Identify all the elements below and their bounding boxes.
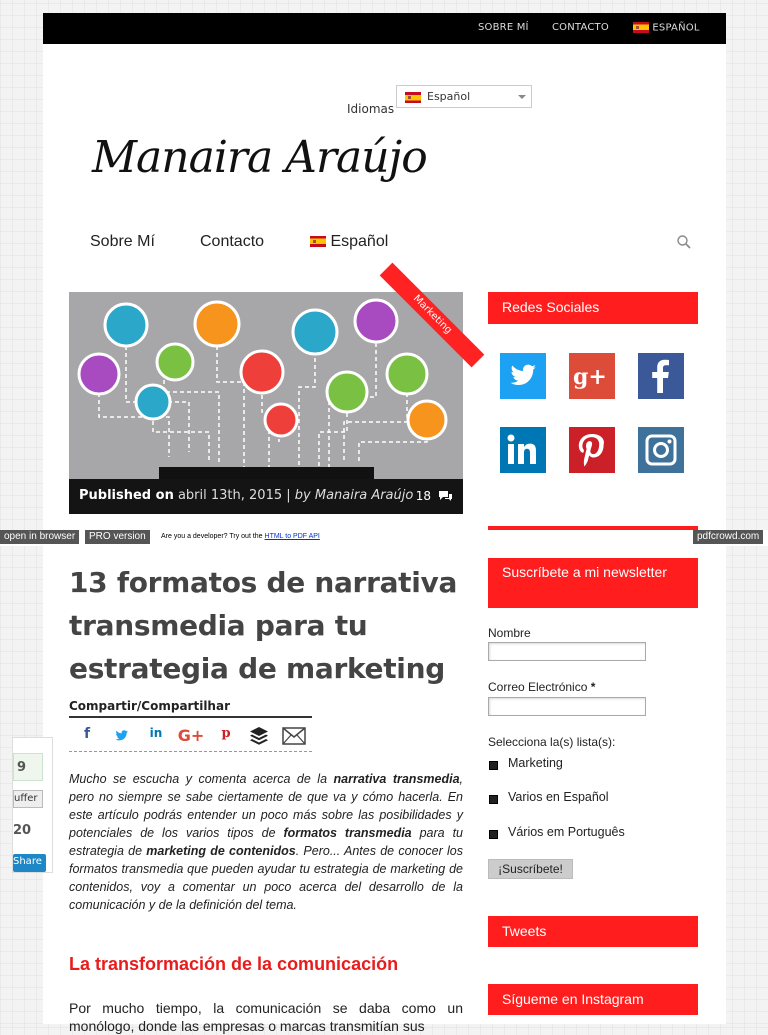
search-icon[interactable] (677, 235, 691, 249)
checkbox-marketing[interactable] (489, 761, 498, 770)
list-label-varios-espanol: Varios en Español (508, 790, 609, 804)
name-field[interactable] (488, 642, 646, 661)
spain-flag-icon (633, 22, 649, 33)
checkbox-varios-portugues[interactable] (489, 830, 498, 839)
widget-title-instagram: Sígueme en Instagram (488, 984, 698, 1015)
pro-version-button[interactable]: PRO version (85, 530, 150, 544)
email-field[interactable] (488, 697, 646, 716)
share-email-icon[interactable] (282, 726, 306, 746)
comment-count[interactable]: 18 (415, 489, 431, 503)
top-bar (43, 13, 726, 44)
published-label: Published on (79, 488, 174, 503)
post-title: 13 formatos de narrativa transmedia para tu estrategia de marketing (69, 566, 458, 685)
widget-title-social: Redes Sociales (488, 292, 698, 324)
site-title[interactable]: Manaira Araújo (92, 132, 427, 183)
pdfcrowd-note-text: Are you a developer? Try out the (161, 533, 263, 540)
emphasized-term: formatos transmedia (283, 826, 412, 840)
pdfcrowd-brand[interactable]: pdfcrowd.com (693, 530, 763, 544)
html-to-pdf-link[interactable]: HTML to PDF API (264, 533, 320, 540)
floating-share-box (12, 737, 53, 873)
email-label (488, 680, 595, 694)
facebook-icon[interactable] (638, 353, 684, 399)
subscribe-button[interactable]: ¡Suscríbete! (488, 859, 573, 879)
share-facebook-icon[interactable]: f (83, 726, 91, 742)
category-label: Marketing (380, 263, 485, 368)
open-in-browser-button[interactable]: open in browser (0, 530, 79, 544)
post-intro-paragraph (69, 770, 463, 914)
language-label: Idiomas (347, 102, 395, 116)
category-ribbon[interactable] (397, 292, 463, 358)
post-paragraph-2: Por mucho tiempo, la comunicación se daba como un monólogo, donde las empresas o marcas transmitían sus (69, 1000, 463, 1034)
share-google-plus-icon[interactable]: G+ (177, 726, 205, 745)
email-label-text: Correo Electrónico (488, 680, 588, 694)
language-selected: Español (427, 90, 471, 103)
instagram-icon[interactable] (638, 427, 684, 473)
checkbox-varios-espanol[interactable] (489, 795, 498, 804)
topbar-link-contacto[interactable]: CONTACTO (552, 22, 609, 33)
nav-item-espanol[interactable] (310, 233, 388, 251)
body-text: , pero no siempre se sabe ciertamente de que va y cómo hacerla. En este artículo podrás entender un poco más sobre las posibilidades y potenciales de los varios tipos de (69, 772, 464, 840)
topbar-link-sobre-mi[interactable]: SOBRE MÍ (478, 22, 529, 33)
share-twitter-icon[interactable] (114, 726, 130, 746)
pinterest-icon[interactable] (569, 427, 615, 473)
share-linkedin-icon[interactable]: in (149, 726, 163, 740)
share-pinterest-icon[interactable]: p (221, 726, 231, 741)
emphasized-term: marketing de contenidos (146, 844, 296, 858)
share-count-2: 20 (13, 823, 32, 838)
required-marker: * (590, 680, 596, 694)
post-author[interactable]: by Manaira Araújo (294, 488, 414, 503)
share-bar (69, 716, 312, 752)
post-date: abril 13th, 2015 (177, 488, 283, 503)
nav-item-sobre-mi[interactable]: Sobre Mí (90, 233, 155, 250)
body-text: Mucho se escucha y comenta acerca de la (69, 772, 334, 786)
topbar-espanol-label: ESPAÑOL (652, 22, 700, 34)
lists-label: Selecciona la(s) lista(s): (488, 735, 616, 749)
chevron-down-icon (518, 95, 526, 99)
nav-item-contacto[interactable]: Contacto (200, 233, 265, 250)
google-plus-icon[interactable] (569, 353, 615, 399)
emphasized-term: narrativa transmedia (333, 772, 460, 786)
spain-flag-icon (405, 92, 421, 103)
list-label-marketing: Marketing (508, 756, 563, 770)
body-text: . Pero... Antes de conocer los formatos transmedia que pueden ayudar tu estrategia de marketing de contenidos, voy a comentar un poco acerca del desarrollo de la comunicación y de la definición del tema. (69, 844, 463, 912)
share-count-1: 9 (17, 760, 27, 775)
list-label-varios-portugues: Vários em Português (508, 825, 625, 839)
post-meta-bar (69, 479, 463, 514)
buffer-button[interactable]: uffer (13, 790, 43, 808)
share-buffer-icon[interactable] (249, 726, 269, 746)
twitter-icon[interactable] (500, 353, 546, 399)
widget-title-newsletter: Suscríbete a mi newsletter (488, 558, 698, 608)
widget-title-tweets: Tweets (488, 916, 698, 947)
comments-icon[interactable] (438, 490, 453, 502)
share-count-box-1 (13, 753, 43, 781)
spain-flag-icon (310, 236, 326, 247)
nav-item-espanol-label: Español (330, 233, 389, 250)
linkedin-icon[interactable] (500, 427, 546, 473)
topbar-link-espanol[interactable] (633, 22, 700, 34)
language-select[interactable] (396, 85, 532, 108)
pdfcrowd-note (161, 533, 320, 540)
linkedin-share-button[interactable]: Share (13, 854, 46, 872)
section-title: La transformación de la comunicación (69, 954, 399, 974)
svg-text:g+: g+ (573, 364, 607, 390)
meta-separator: | (286, 488, 291, 503)
share-label: Compartir/Compartilhar (69, 699, 230, 713)
body-text: para tu estrategia de (69, 826, 463, 858)
name-label: Nombre (488, 626, 531, 640)
